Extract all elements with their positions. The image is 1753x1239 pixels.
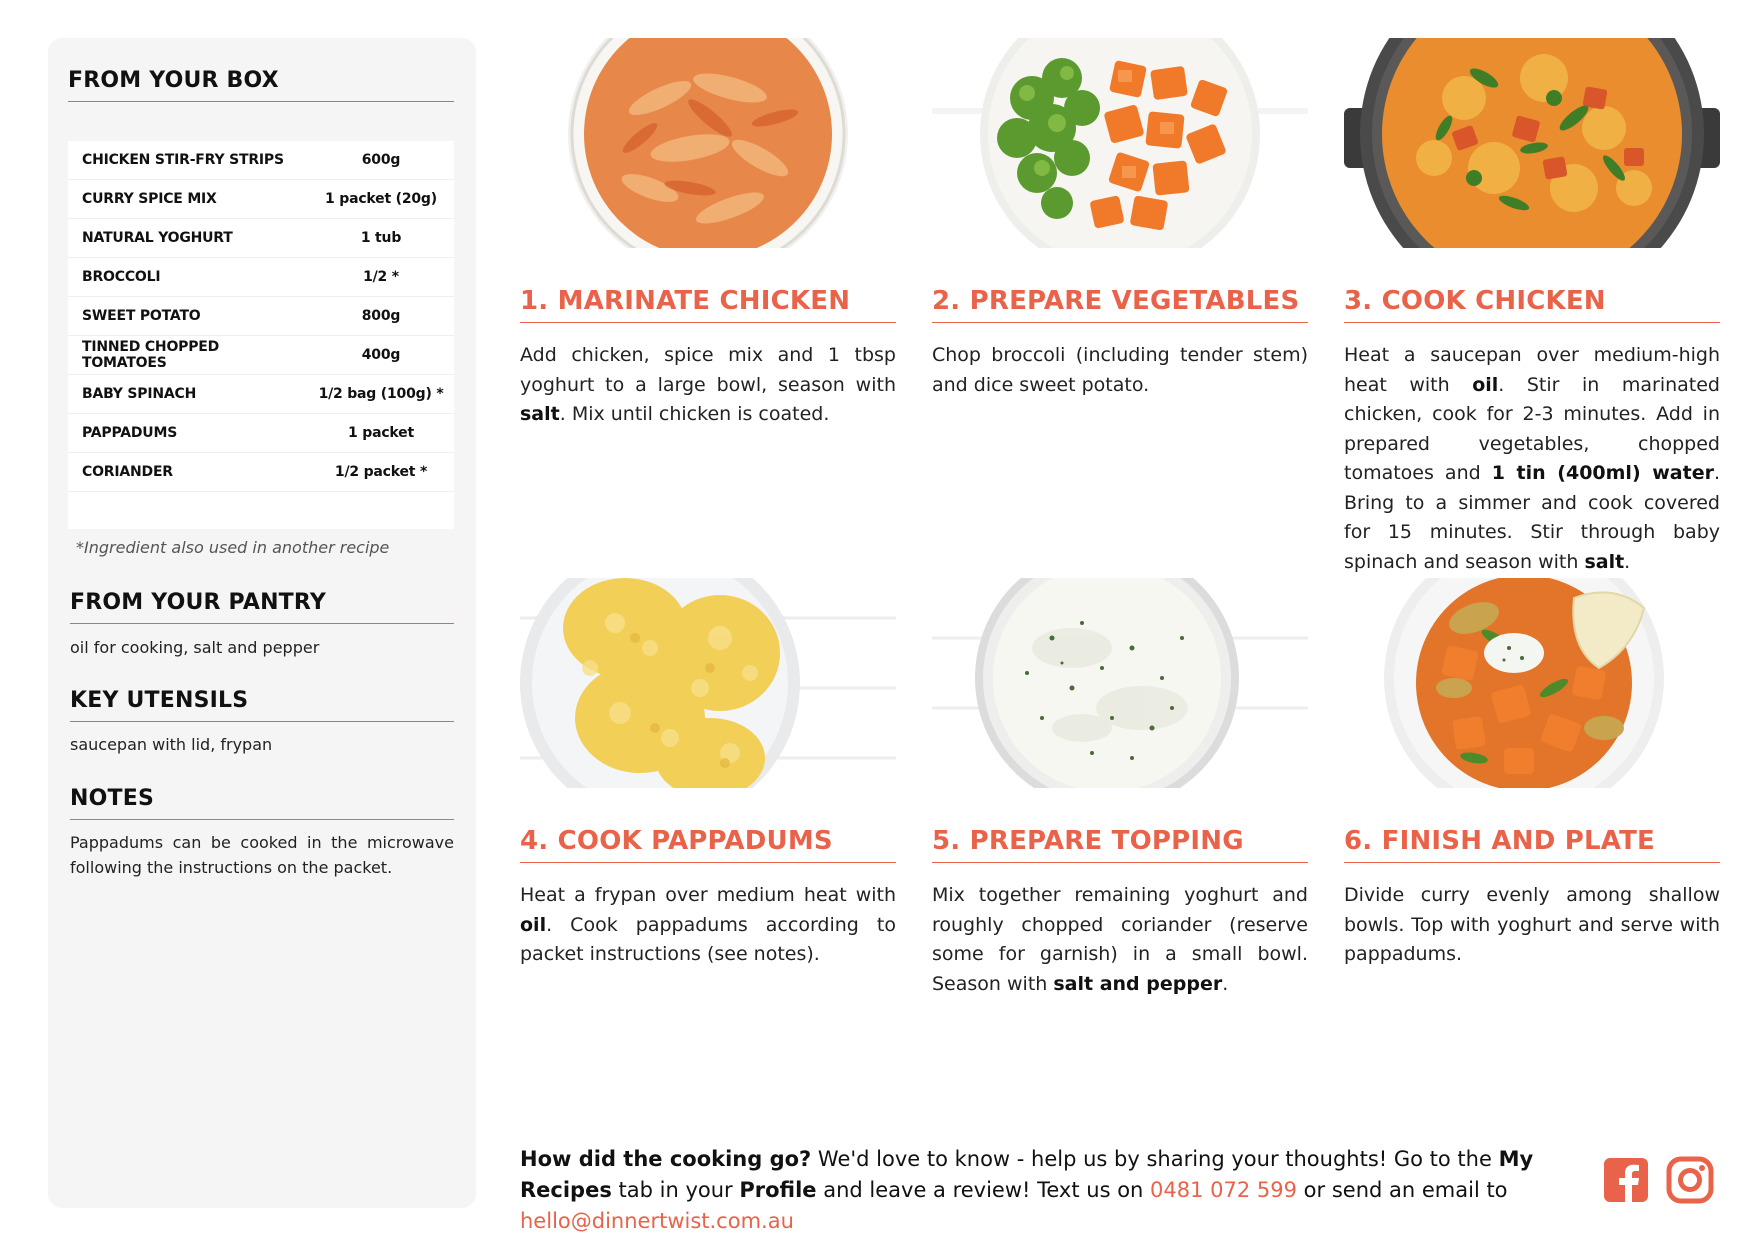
ingredient-qty: 1 packet	[348, 425, 414, 441]
ingredient-name: CORIANDER	[82, 464, 173, 480]
step-4-text: Heat a frypan over medium heat with oil. Cook pappadums according to packet instructions (see notes).	[520, 884, 896, 965]
step-1-text: Add chicken, spice mix and 1 tbsp yoghurt to a large bowl, season with salt. Mix until chicken is coated.	[520, 344, 896, 425]
ingredient-qty: 1 tub	[360, 230, 402, 246]
ingredient-row	[68, 258, 454, 297]
step-4-photo	[520, 578, 896, 788]
step-5	[932, 578, 1308, 999]
ingredient-name: CHICKEN STIR-FRY STRIPS	[82, 152, 284, 168]
step-2	[932, 38, 1308, 400]
ingredient-row	[68, 297, 454, 336]
step-5-title: 5. PREPARE TOPPING	[932, 826, 1308, 863]
notes-heading: NOTES	[70, 786, 454, 820]
ingredient-name: NATURAL YOGHURT	[82, 230, 233, 246]
yoghurt-topping-image	[932, 578, 1308, 788]
step-5-photo	[932, 578, 1308, 788]
step-2-title: 2. PREPARE VEGETABLES	[932, 286, 1308, 323]
instagram-icon[interactable]	[1666, 1156, 1714, 1204]
step-4	[520, 578, 896, 970]
pantry-text: oil for cooking, salt and pepper	[70, 638, 320, 657]
ingredient-row	[68, 414, 454, 453]
ingredient-row	[68, 219, 454, 258]
profile-label: Profile	[739, 1178, 817, 1202]
ingredient-name: PAPPADUMS	[82, 425, 178, 441]
chopped-vegetables-image	[932, 38, 1308, 248]
facebook-icon[interactable]	[1602, 1156, 1650, 1204]
ingredient-row	[68, 141, 454, 180]
ingredient-qty: 400g	[361, 347, 401, 363]
ingredient-name: SWEET POTATO	[82, 308, 201, 324]
pappadums-image	[520, 578, 896, 788]
notes-text: Pappadums can be cooked in the microwave following the instructions on the packet.	[70, 833, 454, 877]
ingredient-qty: 1/2 *	[363, 269, 399, 285]
ingredient-qty: 600g	[361, 152, 401, 168]
step-3-title: 3. COOK CHICKEN	[1344, 286, 1720, 323]
ingredient-qty: 1 packet (20g)	[325, 191, 437, 207]
curry-saucepan-image	[1344, 38, 1720, 248]
feedback-question: How did the cooking go?	[520, 1147, 812, 1171]
ingredient-name: CURRY SPICE MIX	[82, 191, 217, 207]
ingredient-row	[68, 375, 454, 414]
ingredient-row	[68, 336, 454, 375]
step-6-title: 6. FINISH AND PLATE	[1344, 826, 1720, 863]
my-recipes-label: My Recipes	[520, 1147, 1534, 1202]
step-4-title: 4. COOK PAPPADUMS	[520, 826, 896, 863]
ingredients-panel	[48, 38, 476, 1208]
ingredient-name: TINNED CHOPPED TOMATOES	[82, 339, 220, 371]
step-5-text: Mix together remaining yoghurt and roughly chopped coriander (reserve some for garnish) in a small bowl. Season with salt and pepper.	[932, 884, 1308, 995]
step-3-photo	[1344, 38, 1720, 248]
ingredient-name: BROCCOLI	[82, 269, 161, 285]
step-1	[520, 38, 896, 430]
key-utensils-heading: KEY UTENSILS	[70, 688, 454, 722]
ingredient-footnote: *Ingredient also used in another recipe	[76, 538, 390, 557]
step-6-text: Divide curry evenly among shallow bowls. Top with yoghurt and serve with pappadums.	[1344, 884, 1720, 965]
ingredients-table	[68, 141, 454, 529]
ingredient-name: BABY SPINACH	[82, 386, 197, 402]
ingredient-qty: 1/2 packet *	[334, 464, 428, 480]
from-your-box-heading: FROM YOUR BOX	[68, 68, 454, 102]
phone-link[interactable]: 0481 072 599	[1150, 1178, 1297, 1202]
marinated-chicken-image	[520, 38, 896, 248]
from-your-pantry-heading: FROM YOUR PANTRY	[70, 590, 454, 624]
ingredient-qty: 800g	[361, 308, 401, 324]
feedback-footer: How did the cooking go? We'd love to know - help us by sharing your thoughts! Go to the My Recipes tab in your Profile and leave a review! Text us on 0481 072 599 or send an email to hello@dinnertwist.com.au	[520, 1147, 1534, 1233]
step-3-text: Heat a saucepan over medium-high heat with oil. Stir in marinated chicken, cook for 2-3 minutes. Add in prepared vegetables, chopped tomatoes and 1 tin (400ml) water. Bring to a simmer and cook covered for 15 minutes. Stir through baby spinach and season with salt.	[1344, 344, 1720, 573]
step-6	[1344, 578, 1720, 970]
step-6-photo	[1344, 578, 1720, 788]
email-link[interactable]: hello@dinnertwist.com.au	[520, 1209, 794, 1233]
ingredient-row	[68, 180, 454, 219]
step-1-photo	[520, 38, 896, 248]
step-2-text: Chop broccoli (including tender stem) and dice sweet potato.	[932, 344, 1308, 396]
step-1-title: 1. MARINATE CHICKEN	[520, 286, 896, 323]
step-3	[1344, 38, 1720, 577]
plated-curry-image	[1344, 578, 1720, 788]
step-2-photo	[932, 38, 1308, 248]
ingredient-row	[68, 453, 454, 492]
utensils-text: saucepan with lid, frypan	[70, 735, 273, 754]
ingredient-qty: 1/2 bag (100g) *	[318, 386, 444, 402]
